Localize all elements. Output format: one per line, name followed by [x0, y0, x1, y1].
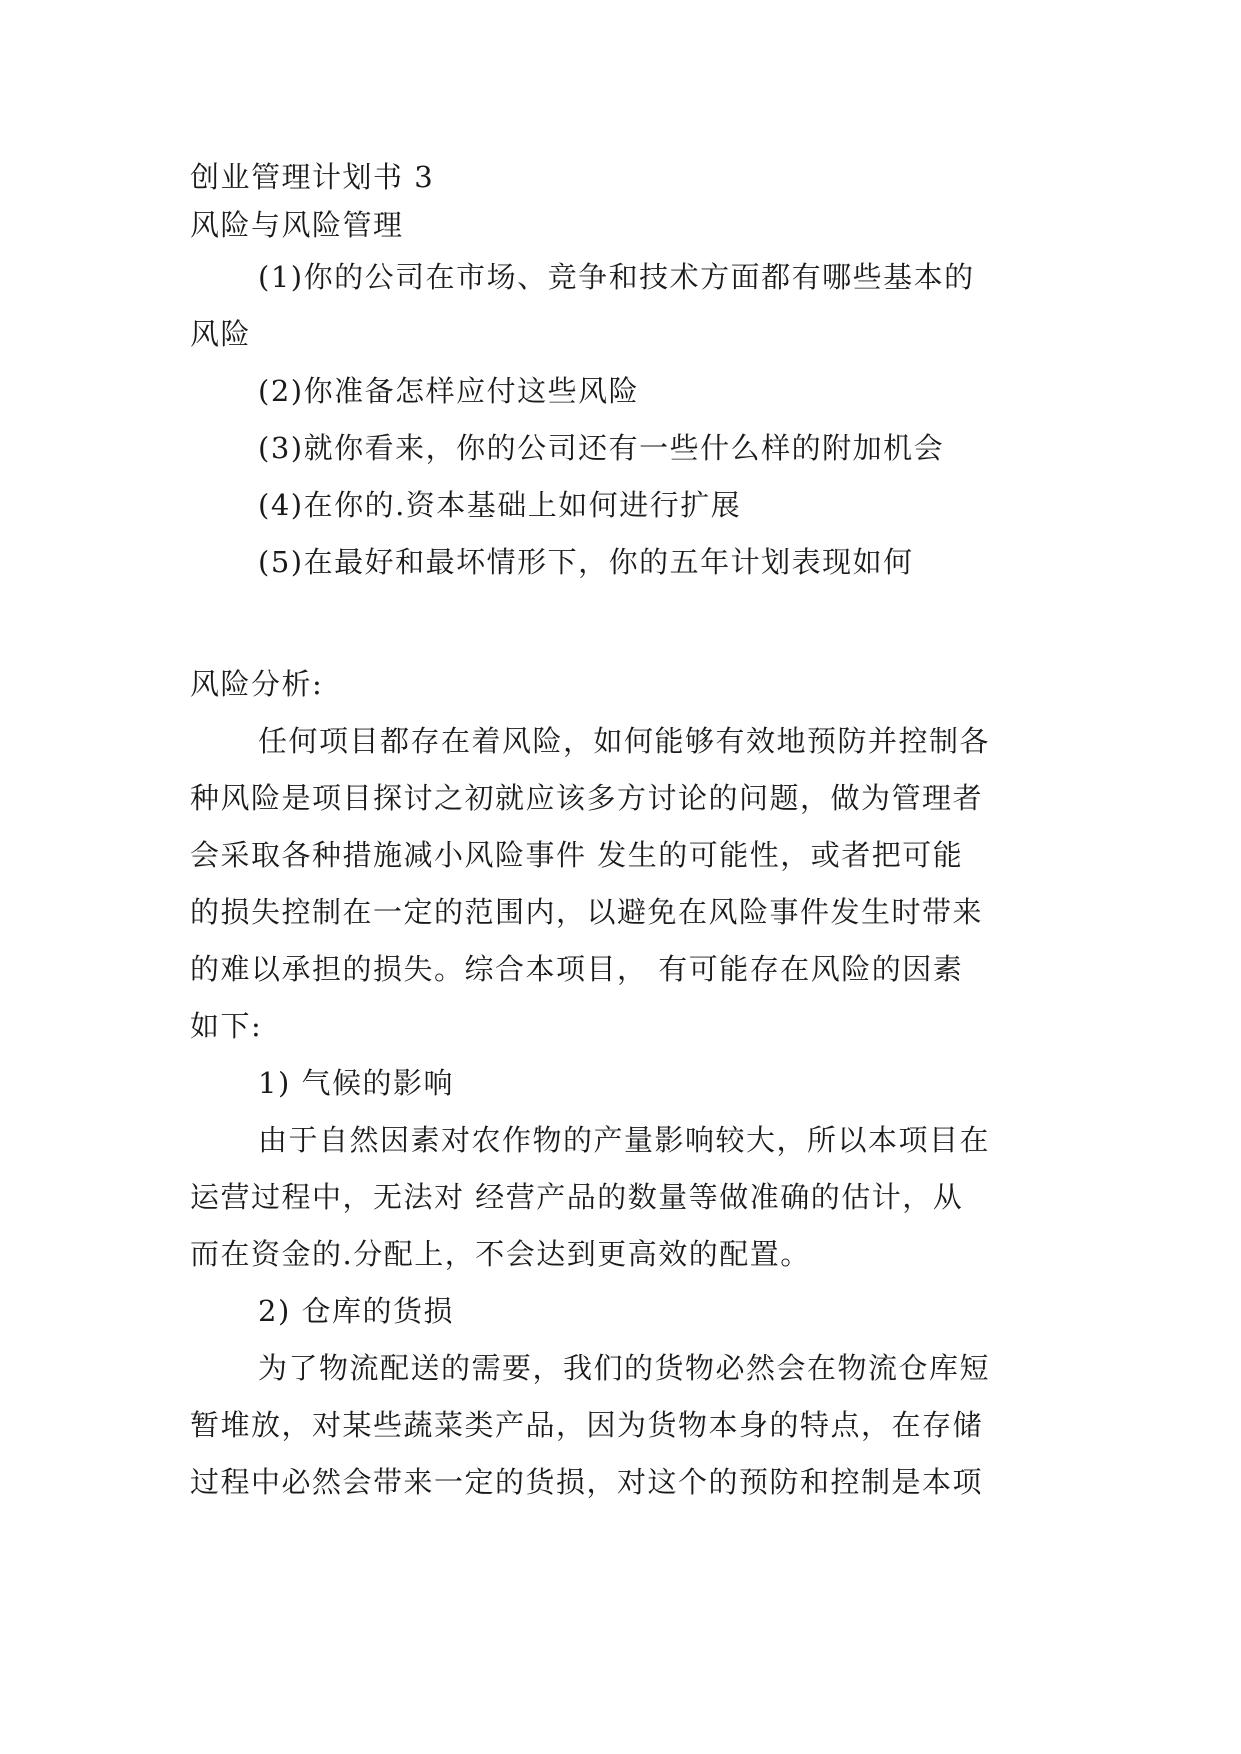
factor-title: 1) 气候的影响	[258, 1066, 454, 1100]
blank-line	[190, 600, 1050, 665]
question-line: (2)你准备怎样应付这些风险	[258, 374, 640, 408]
section-heading: 风险与风险管理	[190, 208, 404, 242]
intro-line: 的损失控制在一定的范围内，以避免在风险事件发生时带来	[190, 895, 984, 929]
factor-line: 过程中必然会带来一定的货损，对这个的预防和控制是本项	[190, 1465, 984, 1499]
document-page	[190, 158, 1050, 1520]
factor-line: 由于自然因素对农作物的产量影响较大，所以本项目在	[258, 1123, 991, 1157]
question-line: (3)就你看来，你的公司还有一些什么样的附加机会	[258, 431, 945, 465]
intro-line: 种风险是项目探讨之初就应该多方讨论的问题，做为管理者	[190, 781, 984, 815]
factor-line: 而在资金的.分配上，不会达到更高效的配置。	[190, 1237, 811, 1271]
intro-line: 会采取各种措施减小风险事件 发生的可能性，或者把可能	[190, 838, 964, 872]
analysis-heading: 风险分析:	[190, 667, 324, 701]
question-line: (4)在你的.资本基础上如何进行扩展	[258, 488, 742, 522]
factor-line: 为了物流配送的需要，我们的货物必然会在物流仓库短	[258, 1351, 991, 1385]
factor-line: 运营过程中，无法对 经营产品的数量等做准确的估计，从	[190, 1180, 964, 1214]
intro-line: 任何项目都存在着风险，如何能够有效地预防并控制各	[258, 724, 991, 758]
intro-line: 如下:	[190, 1009, 263, 1043]
question-line: (1)你的公司在市场、竞争和技术方面都有哪些基本的	[258, 260, 975, 294]
question-line: (5)在最好和最坏情形下，你的五年计划表现如何	[258, 545, 914, 579]
document-title: 创业管理计划书 3	[190, 160, 435, 194]
question-line: 风险	[190, 317, 252, 351]
intro-line: 的难以承担的损失。综合本项目， 有可能存在风险的因素	[190, 952, 964, 986]
factor-line: 暂堆放，对某些蔬菜类产品，因为货物本身的特点，在存储	[190, 1408, 984, 1442]
factor-title: 2) 仓库的货损	[258, 1294, 454, 1328]
